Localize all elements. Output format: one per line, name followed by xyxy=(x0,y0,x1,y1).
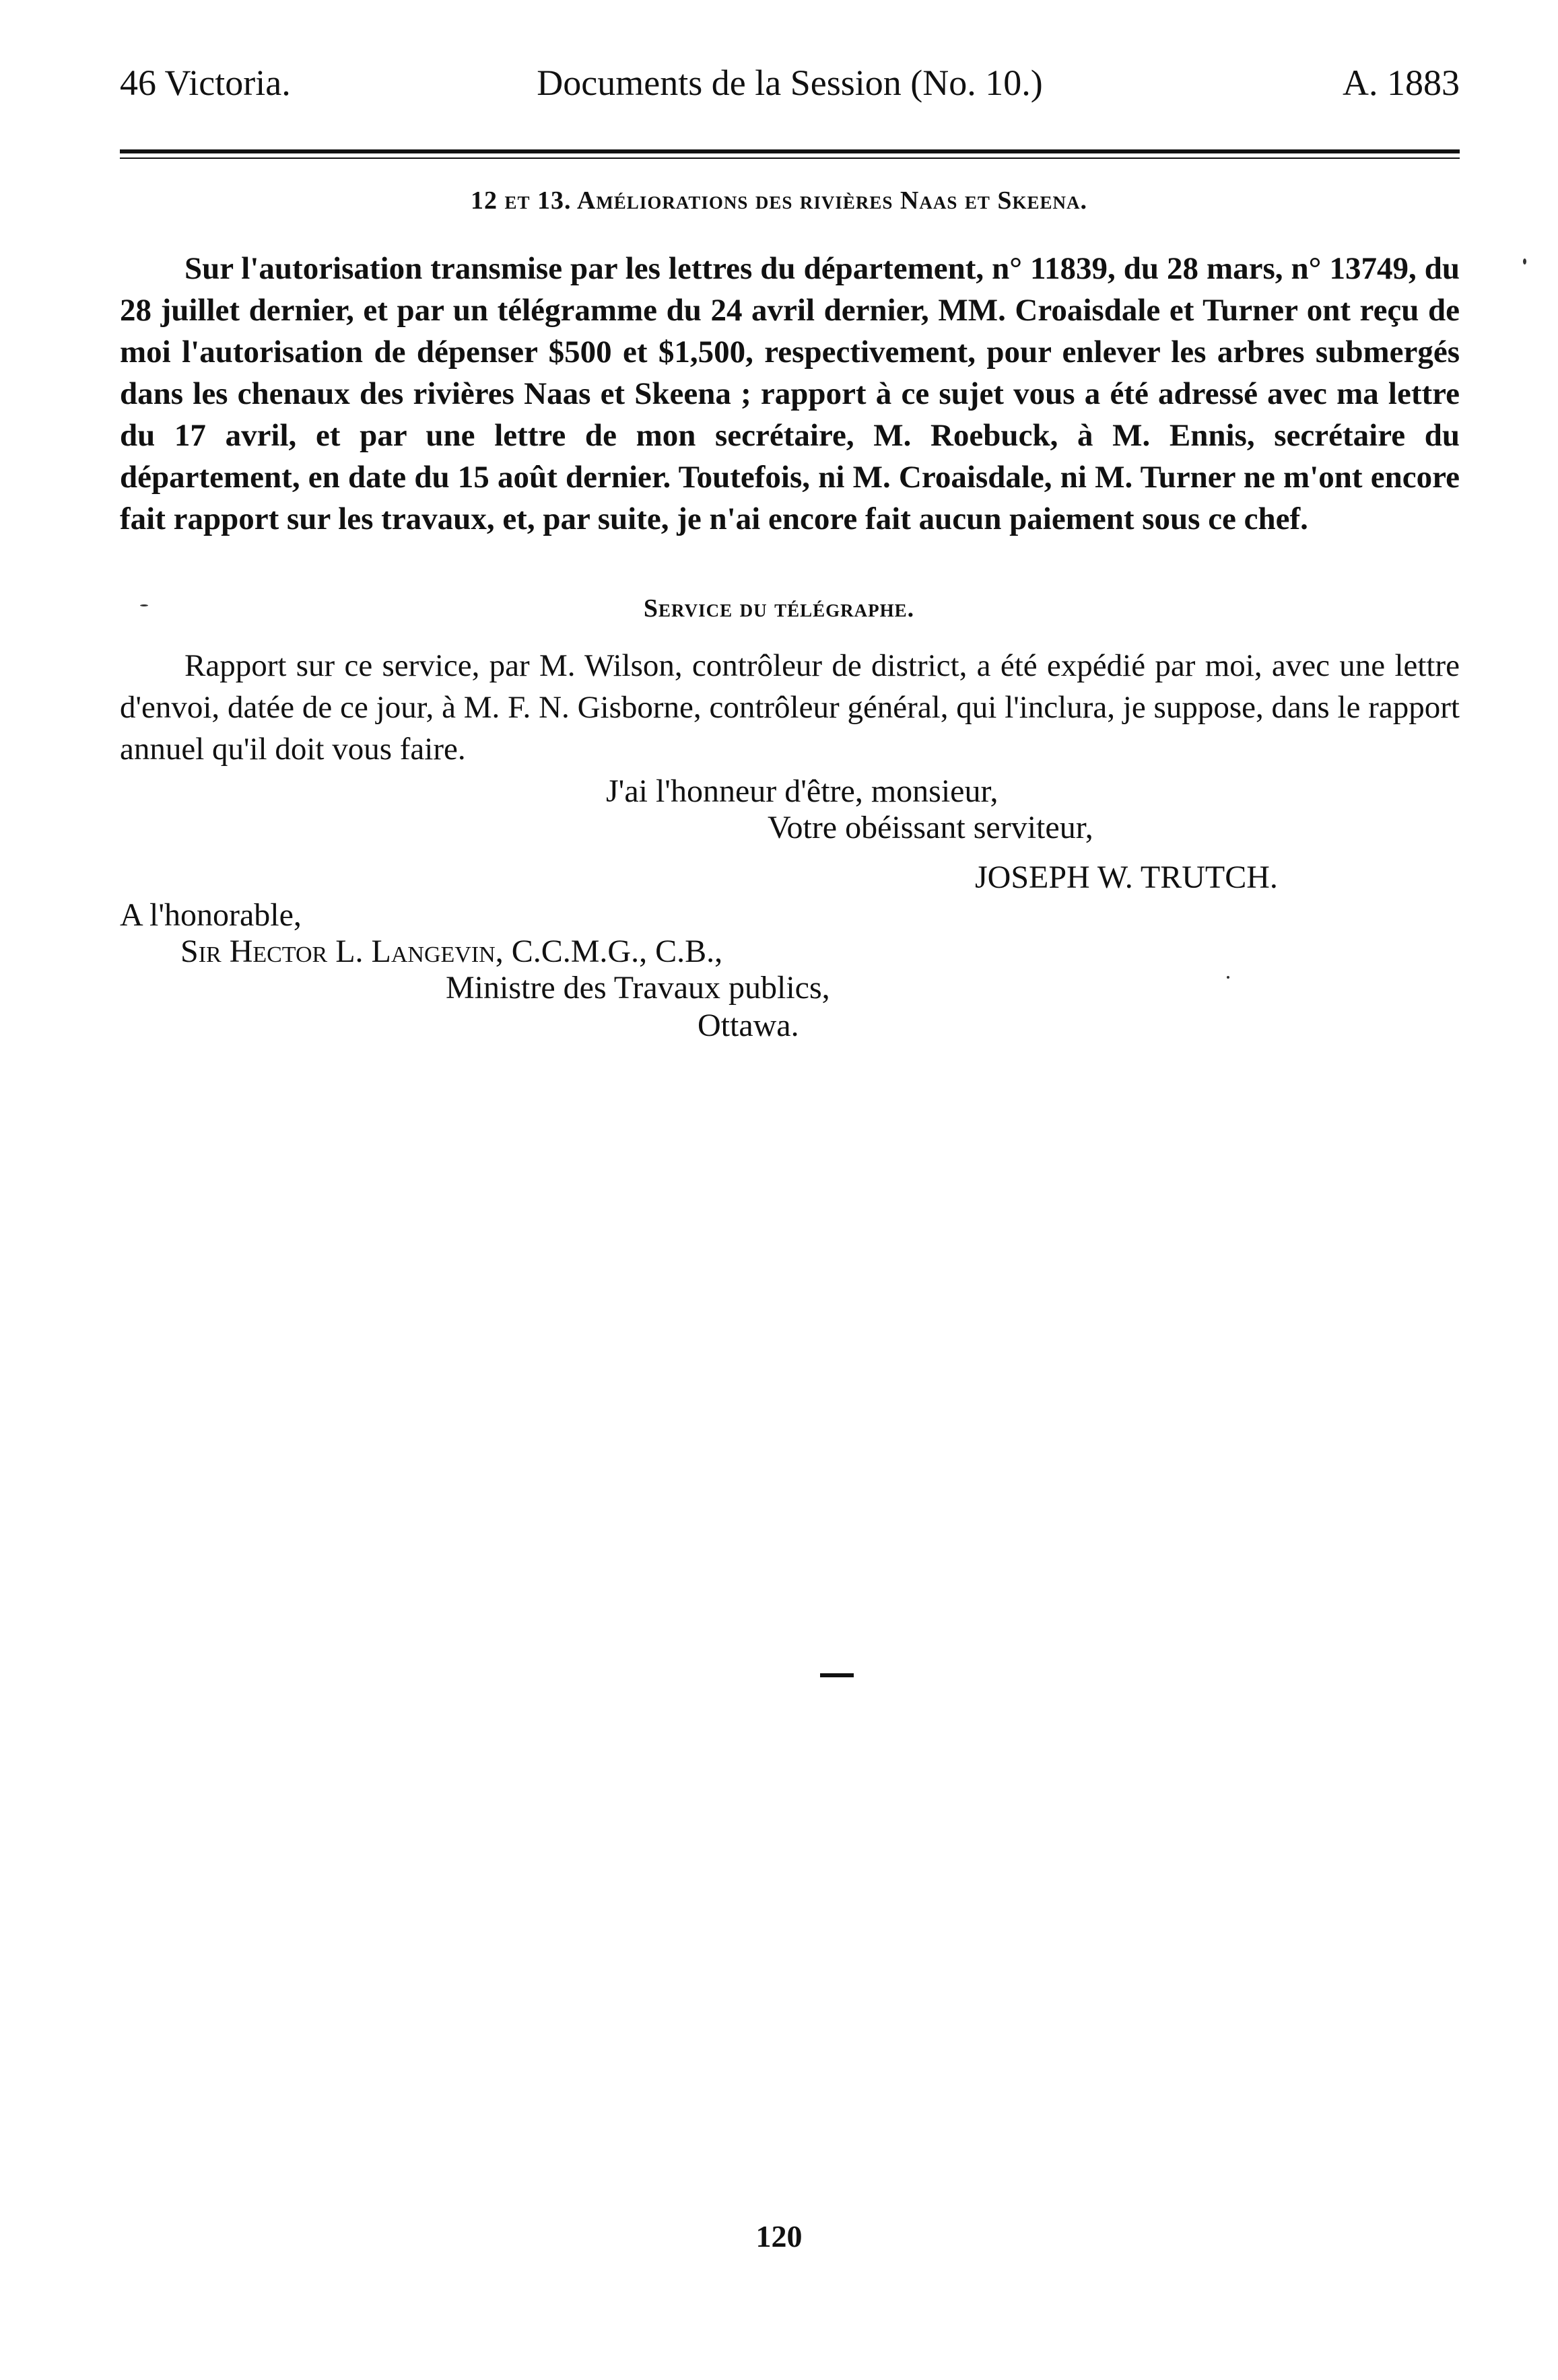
separator-dash xyxy=(820,1673,854,1677)
header-rule-thin xyxy=(120,158,1460,159)
scan-speck xyxy=(1227,976,1229,979)
paragraph-telegraphe: Rapport sur ce service, par M. Wilson, contrôleur de district, a été expédié par moi, avec une lettre d'envoi, datée de ce jour, à M. F. N. Gisborne, contrôleur général, qui l'inclura, je suppose, dans le rapport annuel qu'il doit vous faire. xyxy=(120,648,1460,767)
address-line-4: Ottawa. xyxy=(698,1008,799,1043)
section-heading-ameliorations: 12 et 13. Améliorations des rivières Naas et Skeena. xyxy=(470,186,1088,215)
address-line-1: A l'honorable, xyxy=(120,897,302,933)
scan-speck xyxy=(1523,258,1526,265)
running-header xyxy=(120,62,1460,116)
scan-speck xyxy=(140,604,148,606)
closing-line-2: Votre obéissant serviteur, xyxy=(768,810,1093,845)
address-line-2: Sir Hector L. Langevin, C.C.M.G., C.B., xyxy=(180,934,723,969)
closing-line-1: J'ai l'honneur d'être, monsieur, xyxy=(606,773,998,809)
signature: JOSEPH W. TRUTCH. xyxy=(975,860,1278,895)
page-number: 120 xyxy=(755,2219,803,2253)
section-heading-telegraphe: Service du télégraphe. xyxy=(643,594,915,623)
header-left: 46 Victoria. xyxy=(120,63,291,103)
paragraph-ameliorations: Sur l'autorisation transmise par les lettres du département, n° 11839, du 28 mars, n° 13749, du 28 juillet dernier, et par un télégramme du 24 avril dernier, MM. Croaisdale et Turner ont reçu de moi l'autorisation de dépenser $500 et $1,500, respectivement, pour enlever les arbres submergés dans les chenaux des rivières Naas et Skeena ; rapport à ce sujet vous a été adressé avec ma lettre du 17 avril, et par une lettre de mon secrétaire, M. Roebuck, à M. Ennis, secrétaire du département, en date du 15 août dernier. Toutefois, ni M. Croaisdale, ni M. Turner ne m'ont encore fait rapport sur les travaux, et, par suite, je n'ai encore fait aucun paiement sous ce chef. xyxy=(120,251,1460,536)
address-line-3: Ministre des Travaux publics, xyxy=(446,970,830,1006)
header-rule-thick xyxy=(120,149,1460,153)
header-center: Documents de la Session (No. 10.) xyxy=(537,63,1043,103)
header-right: A. 1883 xyxy=(1343,63,1460,103)
